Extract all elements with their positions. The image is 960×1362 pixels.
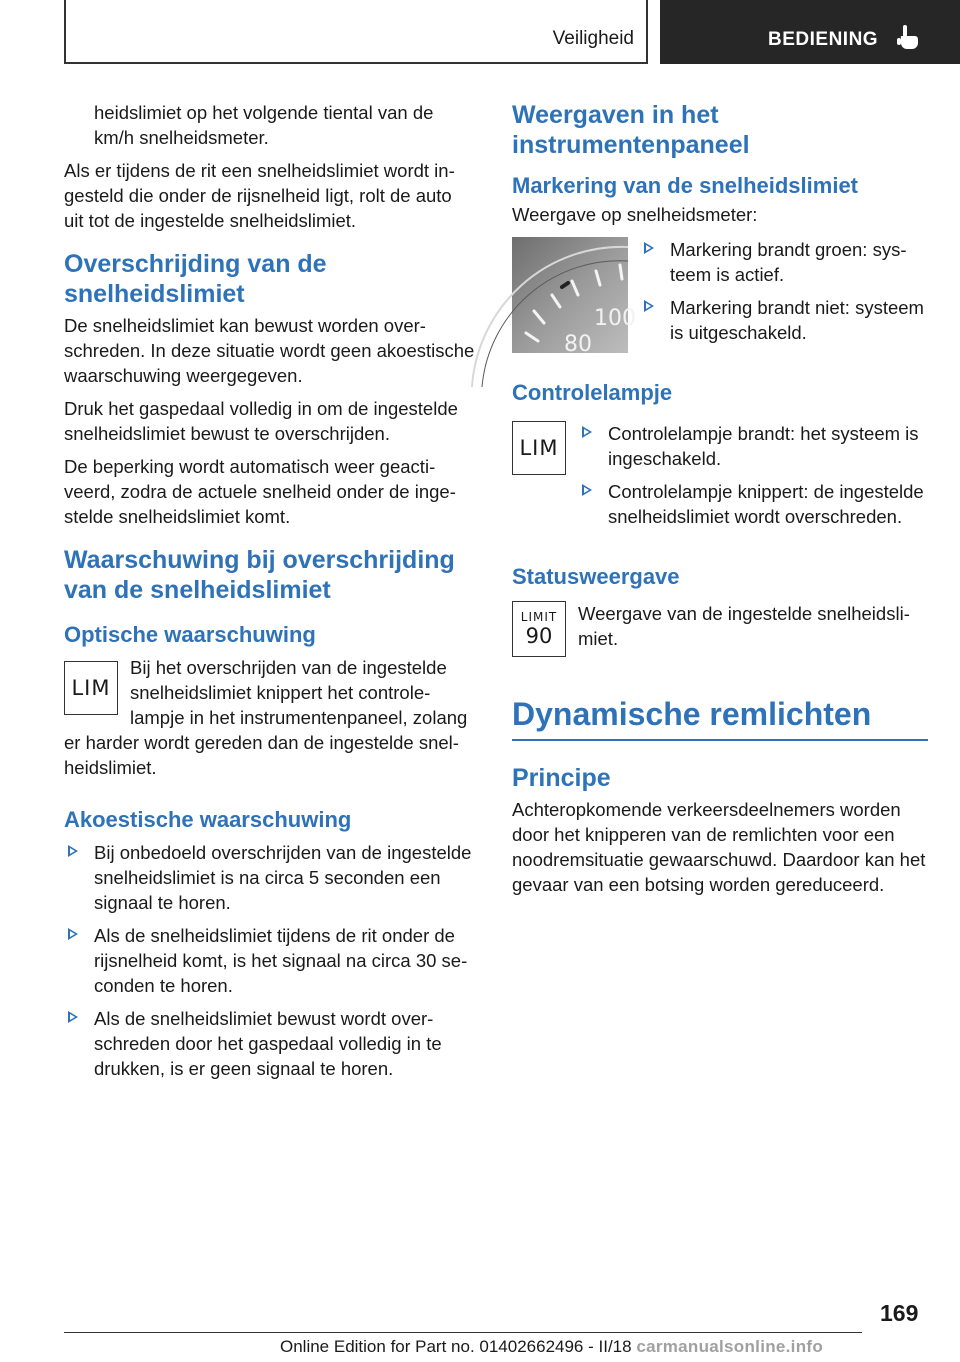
- hand-pointer-icon: [896, 24, 920, 50]
- speedometer-block: [512, 237, 928, 357]
- triangle-bullet-icon: [68, 1011, 78, 1023]
- subsection-heading: Controlelampje: [512, 380, 673, 405]
- paragraph: Weergave op snelheidsmeter:: [512, 204, 758, 225]
- section-heading: Overschrijding van de snelheidslimiet: [64, 250, 327, 308]
- section-heading: Weergaven in het instrumentenpaneel: [512, 101, 750, 159]
- header-section-box: [64, 0, 648, 64]
- paragraph: De snelheidslimiet kan bewust worden overschreden. In deze situatie wordt geen akoestische waarschuwing weergegeven.: [64, 315, 475, 386]
- heading-rule: [512, 739, 928, 741]
- list-item: [64, 1006, 476, 1081]
- list-item: [64, 840, 476, 915]
- limit-label: LIMIT: [520, 610, 558, 624]
- triangle-bullet-icon: [582, 426, 592, 438]
- header-chapter-label: BEDIENING: [768, 29, 879, 50]
- list-item-text: Als de snelheidslimiet bewust wordt overschreden door het gaspedaal volledig in te drukken, is er geen signaal te horen.: [94, 1008, 442, 1079]
- subsection-heading: Principe: [512, 763, 611, 792]
- subsection-heading: Markering van de snelheidslimiet: [512, 173, 859, 198]
- status-block: [512, 601, 928, 657]
- paragraph: Weergave van de ingestelde snelheidslimiet.: [578, 603, 910, 649]
- subsection-heading: Akoestische waarschuwing: [64, 807, 352, 832]
- header-section-title: Veiligheid: [552, 28, 634, 49]
- paragraph: Achteropkomende verkeersdeelnemers worden door het knipperen van de remlichten voor een noodremsituatie gewaarschuwd. Daardoor kan het gevaar van een botsing worden gereduceerd.: [512, 798, 926, 895]
- page-number: 169: [880, 1300, 919, 1326]
- section-heading: Waarschuwing bij overschrijding van de snelheidslimiet: [64, 546, 455, 604]
- paragraph: Bij het overschrijden van de ingestelde snelheidslimiet knippert het controlelampje in het instrumentenpaneel, zolang er harder wordt gereden dan de ingestelde snelheidslimiet.: [64, 657, 468, 778]
- footer-edition-text: Online Edition for Part no. 01402662496 - II/18: [280, 1337, 632, 1356]
- list-item: [578, 421, 928, 471]
- list-item-text: Controlelampje brandt: het systeem is ingeschakeld.: [608, 423, 919, 469]
- markering-list: [640, 237, 928, 353]
- paragraph: heidslimiet op het volgende tiental van de km/h snelheidsmeter.: [94, 102, 434, 148]
- list-item-text: Controlelampje knippert: de ingestelde snelheidslimiet wordt overschreden.: [608, 481, 924, 527]
- lim-indicator-icon: LIM: [512, 421, 566, 475]
- footer-divider: [64, 1332, 862, 1333]
- controle-list: [578, 421, 928, 537]
- list-item-text: Markering brandt niet: systeem is uitgeschakeld.: [670, 297, 924, 343]
- speedometer-image: [512, 237, 636, 357]
- paragraph: Druk het gaspedaal volledig in om de ingestelde snelheidslimiet bewust te overschrijden.: [64, 398, 458, 444]
- list-item-text: Bij onbedoeld overschrijden van de ingestelde snelheidslimiet is na circa 5 seconden een signaal te horen.: [94, 842, 472, 913]
- speedo-label: 80: [564, 332, 592, 357]
- acoustic-list: [64, 840, 476, 1081]
- lim-indicator-icon: LIM: [64, 661, 118, 715]
- limit-value: 90: [525, 624, 553, 648]
- limit-90-icon: [512, 601, 566, 657]
- controle-block: [512, 421, 928, 537]
- triangle-bullet-icon: [68, 928, 78, 940]
- speedo-label: 100: [594, 306, 636, 331]
- paragraph: De beperking wordt automatisch weer geactiveerd, zodra de actuele snelheid onder de ingestelde snelheidslimiet komt.: [64, 456, 456, 527]
- right-column: [512, 100, 928, 897]
- chapter-heading: Dynamische remlichten: [512, 696, 872, 732]
- triangle-bullet-icon: [582, 484, 592, 496]
- list-item-text: Markering brandt groen: systeem is actief.: [670, 239, 907, 285]
- paragraph: Als er tijdens de rit een snelheidslimiet wordt ingesteld die onder de rijsnelheid ligt, rolt de auto uit tot de ingestelde snelheidslimiet.: [64, 160, 455, 231]
- list-item: [578, 479, 928, 529]
- subsection-heading: Statusweergave: [512, 564, 680, 589]
- list-item-text: Als de snelheidslimiet tijdens de rit onder de rijsnelheid komt, is het signaal na circa 30 seconden te horen.: [94, 925, 468, 996]
- footer-edition: [280, 1337, 823, 1357]
- list-item: [64, 923, 476, 998]
- header-chapter-tab: [660, 0, 960, 64]
- triangle-bullet-icon: [644, 242, 654, 254]
- list-item: [640, 295, 928, 345]
- triangle-bullet-icon: [68, 845, 78, 857]
- optical-warning-block: [64, 655, 476, 780]
- watermark[interactable]: carmanualsonline.info: [636, 1337, 824, 1356]
- subsection-heading: Optische waarschuwing: [64, 622, 316, 647]
- left-column: [64, 100, 476, 1089]
- triangle-bullet-icon: [644, 300, 654, 312]
- list-item: [640, 237, 928, 287]
